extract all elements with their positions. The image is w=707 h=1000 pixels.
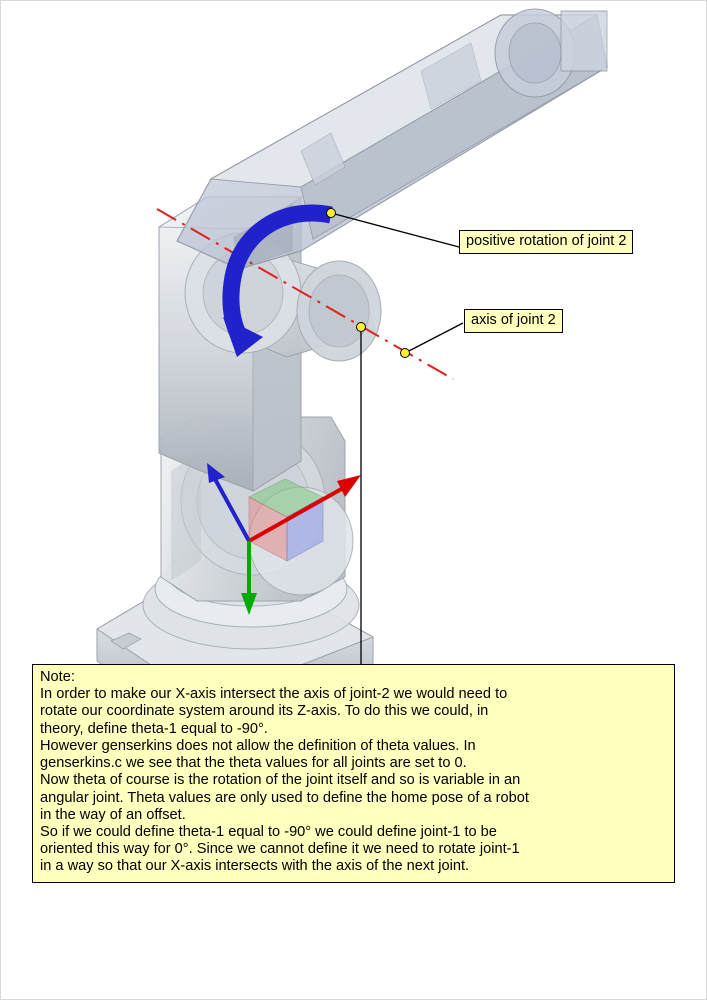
- note-line: angular joint. Theta values are only used to define the home pose of a robot: [40, 789, 529, 806]
- note-line: In order to make our X-axis intersect the axis of joint-2 we would need to: [40, 686, 508, 703]
- note-line: theory, define theta-1 equal to -90°.: [40, 720, 268, 737]
- note-line: Now theta of course is the rotation of the joint itself and so is variable in an: [40, 772, 521, 789]
- note-line: in the way of an offset.: [40, 806, 186, 823]
- callout-positive-rotation-joint-2: positive rotation of joint 2: [459, 230, 633, 254]
- callout-axis-of-joint-2: axis of joint 2: [464, 309, 563, 333]
- note-line: oriented this way for 0°. Since we cannot define it we need to rotate joint-1: [40, 841, 520, 858]
- note-line: in a way so that our X-axis intersects with the axis of the next joint.: [40, 858, 470, 875]
- rotation-arrow-tip-marker: [327, 209, 336, 218]
- joint2-axis-marker-upper: [357, 323, 366, 332]
- joint2-axis-marker-lower: [401, 349, 410, 358]
- note-heading: Note:: [40, 669, 75, 685]
- note-line: genserkins.c we see that the theta values for all joints are set to 0.: [40, 755, 467, 772]
- note-line: So if we could define theta-1 equal to -90° we could define joint-1 to be: [40, 823, 497, 840]
- note-box: [32, 664, 675, 883]
- note-line: However genserkins does not allow the definition of theta values. In: [40, 737, 476, 754]
- note-line: rotate our coordinate system around its Z-axis. To do this we could, in: [40, 703, 489, 720]
